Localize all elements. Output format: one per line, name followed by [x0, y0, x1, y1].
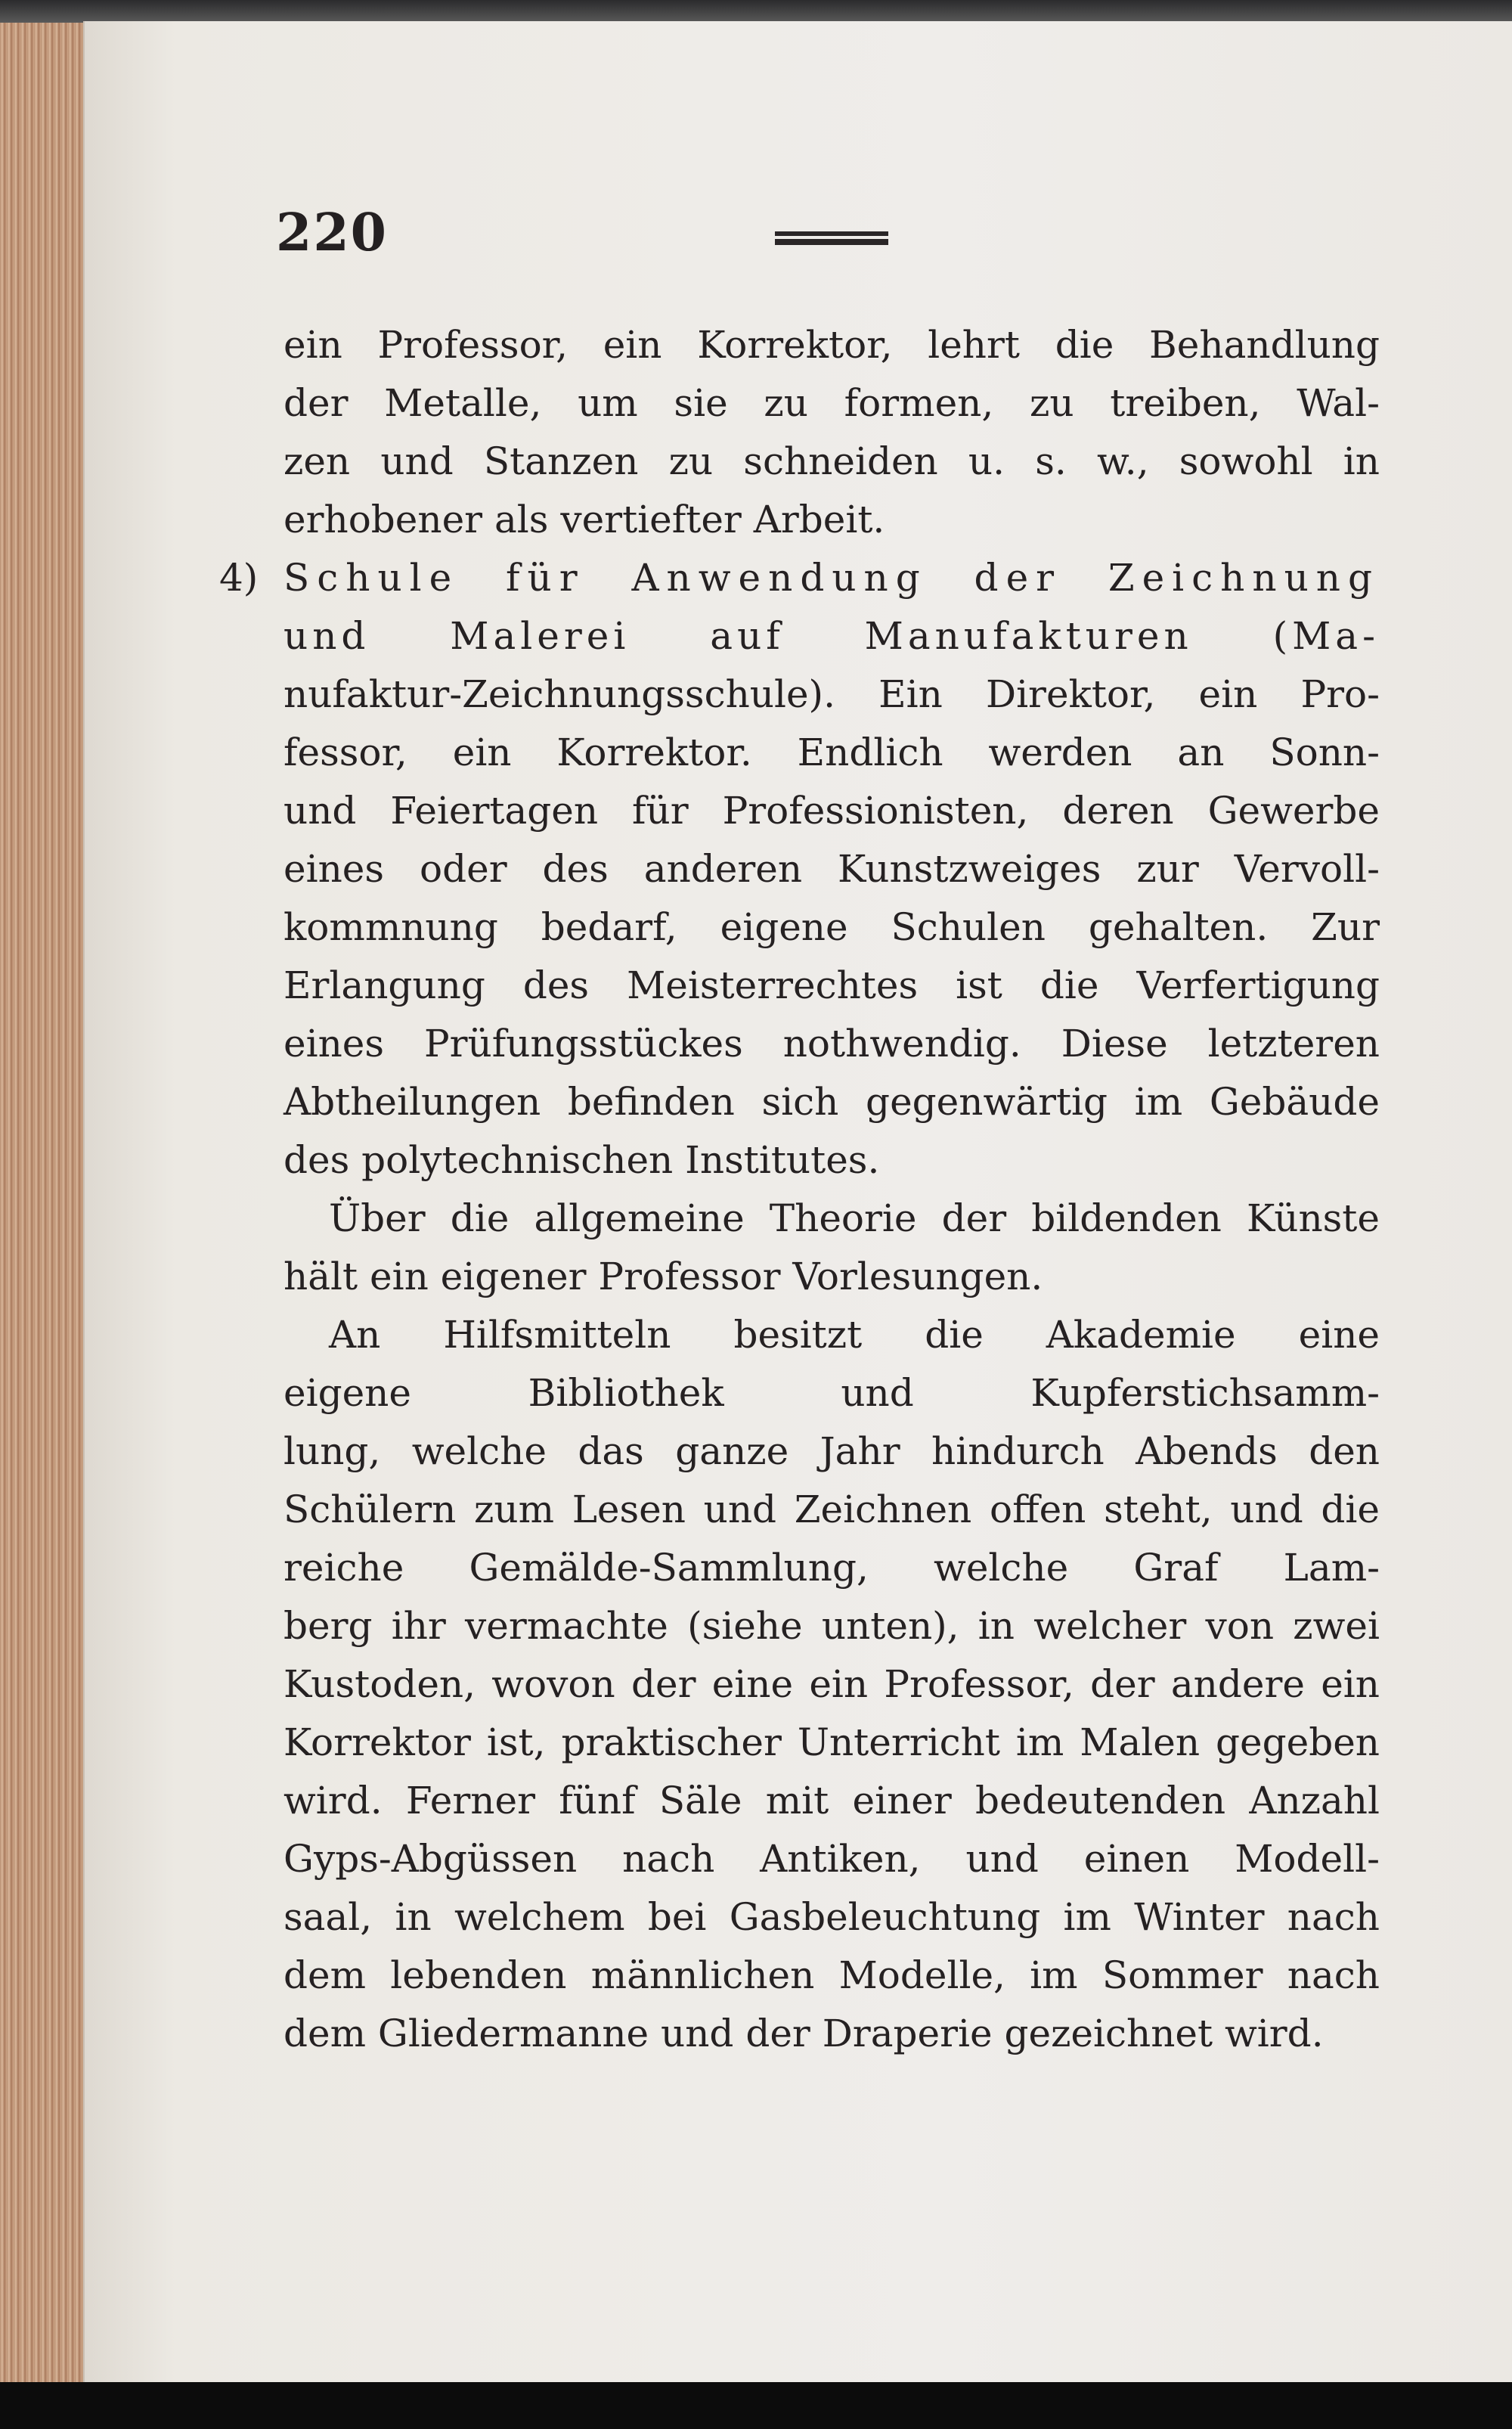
text-line: der Metalle, um sie zu formen, zu treiben, Wal-: [284, 381, 1380, 425]
text-line: fessor, ein Korrektor. Endlich werden an Sonn-: [284, 731, 1380, 774]
text-line: berg ihr vermachte (siehe unten), in welcher von zwei: [284, 1604, 1380, 1648]
list-item-4: [219, 549, 1380, 607]
text-line: kommnung bedarf, eigene Schulen gehalten. Zur: [284, 905, 1380, 949]
item-number: 4): [219, 556, 259, 600]
text-line: dem Gliedermanne und der Draperie gezeichnet wird.: [284, 2012, 1324, 2055]
header-ornament: [775, 231, 888, 248]
text-line: eines Prüfungsstückes nothwendig. Diese letzteren: [284, 1022, 1380, 1066]
text-line: nufaktur-Zeichnungsschule). Ein Direktor, ein Pro-: [284, 672, 1380, 716]
text-line: und Malerei auf Manufakturen (Ma-: [284, 614, 1380, 658]
text-line: Über die allgemeine Theorie der bildenden Künste: [329, 1196, 1380, 1240]
page-header: [276, 203, 1387, 271]
text-line: Schülern zum Lesen und Zeichnen offen steht, und die: [284, 1487, 1380, 1531]
text-line: eines oder des anderen Kunstzweiges zur Vervoll-: [284, 847, 1380, 891]
text-line: erhobener als vertiefter Arbeit.: [284, 498, 885, 541]
text-line: An Hilfsmitteln besitzt die Akademie eine: [329, 1313, 1380, 1357]
text-line: des polytechnischen Institutes.: [284, 1138, 880, 1182]
text-line: reiche Gemälde-Sammlung, welche Graf Lam-: [284, 1546, 1380, 1590]
text-line: saal, in welchem bei Gasbeleuchtung im Winter nach: [284, 1895, 1380, 1939]
text-line: zen und Stanzen zu schneiden u. s. w., sowohl in: [284, 439, 1380, 483]
body-text: [219, 316, 1380, 2063]
text-line: Abtheilungen befinden sich gegenwärtig im Gebäude: [284, 1080, 1380, 1124]
text-line: dem lebenden männlichen Modelle, im Sommer nach: [284, 1953, 1380, 1997]
text-line: ein Professor, ein Korrektor, lehrt die Behandlung: [284, 323, 1380, 367]
text-line: Erlangung des Meisterrechtes ist die Verfertigung: [284, 963, 1380, 1007]
text-line: Schule für Anwendung der Zeichnung: [284, 556, 1380, 600]
scan-bottom-shadow: [0, 2382, 1512, 2429]
text-line: und Feiertagen für Professionisten, deren Gewerbe: [284, 789, 1380, 833]
text-line: lung, welche das ganze Jahr hindurch Abends den: [284, 1429, 1380, 1473]
page-number: 220: [276, 203, 388, 263]
text-line: Korrektor ist, praktischer Unterricht im Malen gegeben: [284, 1720, 1380, 1764]
text-line: hält ein eigener Professor Vorlesungen.: [284, 1255, 1043, 1298]
text-line: wird. Ferner fünf Säle mit einer bedeutenden Anzahl: [284, 1779, 1380, 1823]
text-line: Kustoden, wovon der eine ein Professor, der andere ein: [284, 1662, 1380, 1706]
text-line: Gyps-Abgüssen nach Antiken, und einen Modell-: [284, 1837, 1380, 1881]
text-line: eigene Bibliothek und Kupferstichsamm-: [284, 1371, 1380, 1415]
